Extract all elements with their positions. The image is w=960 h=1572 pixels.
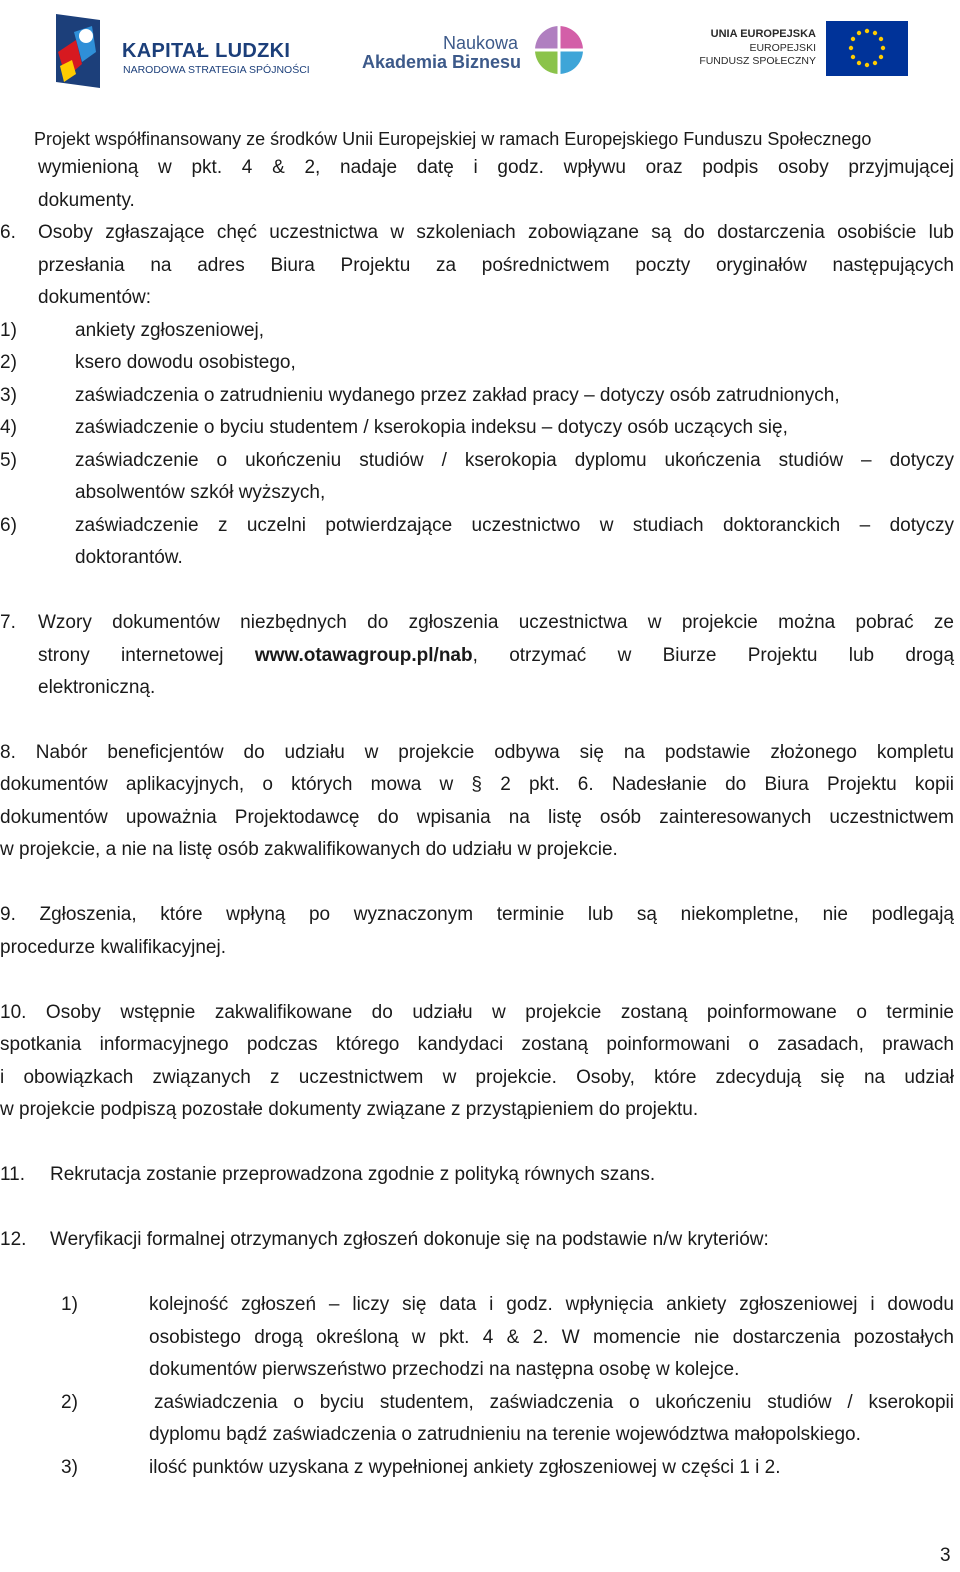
kapital-ludzki-logo-icon — [52, 12, 104, 92]
eu-flag-icon — [826, 21, 908, 76]
p6-item: zaświadczenie o ukończeniu studiów / kserokopia dyplomu ukończenia studiów – dotyczy — [75, 450, 954, 471]
p12-item-number: 1) — [61, 1294, 78, 1315]
p12-text: Weryfikacji formalnej otrzymanych zgłoszeń dokonuje się na podstawie n/w kryteriów: — [50, 1229, 769, 1250]
p8-line1: 8. Nabór beneficjentów do udziału w projekcie odbywa się na podstawie złożonego kompletu — [0, 742, 954, 763]
p7-line3: elektroniczną. — [38, 677, 156, 698]
p8-line2: dokumentów aplikacyjnych, o których mowa w § 2 pkt. 6. Nadesłanie do Biura Projektu kopii — [0, 774, 954, 795]
p7-line2 — [38, 640, 954, 673]
p6-item-cont: doktorantów. — [75, 547, 183, 568]
p6-item-number: 3) — [0, 385, 17, 406]
p6-item-number: 4) — [0, 417, 17, 438]
p6-item: ksero dowodu osobistego, — [75, 352, 296, 373]
cont-line2: dokumenty. — [38, 190, 135, 211]
p12-item-cont: dokumentów pierwszeństwo przechodzi na następna osobę w kolejce. — [149, 1359, 740, 1380]
eu-line3: FUNDUSZ SPOŁECZNY — [699, 55, 816, 67]
p8-line4: w projekcie, a nie na listę osób zakwalifikowanych do udziału w projekcie. — [0, 839, 618, 860]
p10-line1: 10. Osoby wstępnie zakwalifikowane do udziału w projekcie zostaną poinformowane o terminie — [0, 1002, 954, 1023]
p9-line1: 9. Zgłoszenia, które wpłyną po wyznaczonym terminie lub są niekompletne, nie podlegają — [0, 904, 954, 925]
p12-item-number: 3) — [61, 1457, 78, 1478]
p6-item-cont: absolwentów szkół wyższych, — [75, 482, 326, 503]
p10-line4: w projekcie podpiszą pozostałe dokumenty związane z przystąpieniem do projektu. — [0, 1099, 699, 1120]
cofinancing-caption: Projekt współfinansowany ze środków Unii Europejskiej w ramach Europejskiego Funduszu Społecznego — [34, 129, 872, 149]
p6-item: zaświadczenie o byciu studentem / kserokopia indeksu – dotyczy osób uczących się, — [75, 417, 788, 438]
p12-item-cont: dyplomu bądź zaświadczenia o zatrudnieniu na terenie województwa małopolskiego. — [149, 1424, 861, 1445]
p6-number: 6. — [0, 222, 16, 243]
nab-logo-icon — [533, 24, 585, 76]
nab-logo-line1: Naukowa — [443, 33, 519, 53]
p11-text: Rekrutacja zostanie przeprowadzona zgodnie z polityką równych szans. — [50, 1164, 656, 1185]
p7-text-before-link: strony internetowej — [38, 645, 224, 666]
eu-line2: EUROPEJSKI — [749, 42, 816, 54]
page-number: 3 — [940, 1545, 951, 1566]
cont-line1: wymienioną w pkt. 4 & 2, nadaje datę i godz. wpływu oraz podpis osoby przyjmującej — [38, 157, 954, 178]
p7-text-after-link: , otrzymać w Biurze Projektu lub drogą — [472, 645, 955, 666]
p6-line1: Osoby zgłaszające chęć uczestnictwa w szkoleniach zobowiązane są do dostarczenia osobiście lub — [38, 222, 954, 243]
p12-item-number: 2) — [61, 1392, 78, 1413]
p7-number: 7. — [0, 612, 16, 633]
kapital-ludzki-title: KAPITAŁ LUDZKI — [122, 40, 291, 62]
p11-number: 11. — [0, 1164, 26, 1185]
p7-line1: Wzory dokumentów niezbędnych do zgłoszenia uczestnictwa w projekcie można pobrać ze — [38, 612, 954, 633]
nab-logo-line2: Akademia Biznesu — [362, 52, 522, 72]
p12-item: kolejność zgłoszeń – liczy się data i godz. wpłynięcia ankiety zgłoszeniowej i dowodu — [149, 1294, 954, 1315]
p6-item: ankiety zgłoszeniowej, — [75, 320, 265, 341]
p6-item: zaświadczenie z uczelni potwierdzające uczestnictwo w studiach doktoranckich – dotyczy — [75, 515, 954, 536]
p9-line2: procedurze kwalifikacyjnej. — [0, 937, 226, 958]
website-link[interactable]: www.otawagroup.pl/nab — [254, 645, 473, 666]
logo-header — [0, 0, 960, 120]
eu-line1: UNIA EUROPEJSKA — [710, 28, 816, 40]
p12-item-cont: osobistego drogą określoną w pkt. 4 & 2. W momencie nie dostarczenia pozostałych — [149, 1327, 954, 1348]
p6-item-number: 2) — [0, 352, 17, 373]
p6-line3: dokumentów: — [38, 287, 152, 308]
p6-line2: przesłania na adres Biura Projektu za pośrednictwem poczty oryginałów następujących — [38, 255, 954, 276]
p6-item-number: 6) — [0, 515, 17, 536]
p12-item: zaświadczenia o byciu studentem, zaświadczenia o ukończeniu studiów / kserokopii — [154, 1392, 954, 1413]
p12-number: 12. — [0, 1229, 27, 1250]
p12-item: ilość punktów uzyskana z wypełnionej ankiety zgłoszeniowej w części 1 i 2. — [149, 1457, 781, 1478]
p10-line3: i obowiązkach związanych z uczestnictwem w projekcie. Osoby, które zdecydują się na udział — [0, 1067, 954, 1088]
p6-item: zaświadczenia o zatrudnieniu wydanego przez zakład pracy – dotyczy osób zatrudnionych, — [75, 385, 840, 406]
kapital-ludzki-subtitle: NARODOWA STRATEGIA SPÓJNOŚCI — [123, 64, 310, 76]
p6-item-number: 1) — [0, 320, 17, 341]
p6-item-number: 5) — [0, 450, 17, 471]
p10-line2: spotkania informacyjnego podczas którego kandydaci zostaną poinformowani o zasadach, prawach — [0, 1034, 954, 1055]
p8-line3: dokumentów upoważnia Projektodawcę do wpisania na listę osób zainteresowanych uczestnictwem — [0, 807, 954, 828]
